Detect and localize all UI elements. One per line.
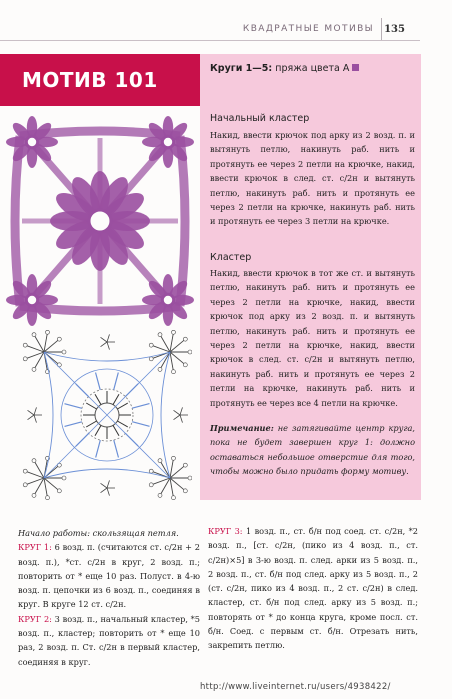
round2-text: 3 возд. п., начальный кластер, *5 возд. п., кластер; повторить от * еще 10 раз, 2 возд. п. Ст. с/2н в первый кластер, соединяя в круг. — [18, 613, 200, 667]
cluster-title: Кластер — [210, 252, 252, 263]
crochet-symbol-chart — [22, 330, 192, 500]
note-label: Примечание: — [210, 423, 274, 433]
motif-title: МОТИВ 101 — [22, 68, 158, 92]
color-swatch-icon — [352, 64, 359, 71]
source-url: http://www.liveinternet.ru/users/4938422/ — [200, 682, 391, 692]
round1-label: КРУГ 1: — [18, 542, 52, 553]
header-rule — [0, 40, 420, 41]
section-title: КВАДРАТНЫЕ МОТИВЫ — [242, 24, 374, 34]
round1-text: 6 возд. п. (считаются ст. с/2н + 2 возд. п.), *ст. с/2н в круг, 2 возд. п.; повторить от * еще 10 раз. Полуст. в 4-ю возд. п. цепочки из 6 возд. п., соединяя в круг. В круге 12 ст. с/2н. — [18, 542, 200, 610]
instructions-left-column — [18, 526, 200, 669]
start-instruction: Начало работы: скользящая петля. — [18, 528, 179, 538]
instructions-right-column — [208, 524, 418, 653]
round3-label: КРУГ 3: — [208, 526, 243, 536]
cluster-text: Накид, ввести крючок в тот же ст. и вытянуть петлю, накинуть раб. нить и протянуть ее через 2 петли на крючке, накид, ввести крючок под арку из 2 возд. п. и вытянуть петлю, накинуть раб. нить и протянуть ее через 2 петли на крючке, накид, ввести крючок в след. ст. с/2н и вытянуть петлю, накинуть раб. нить и протянуть ее через 2 петли на крючке, накинуть раб. нить и протянуть ее через все 4 петли на крючке. — [210, 268, 415, 408]
title-band — [0, 54, 200, 106]
note-text: не затягивайте центр круга, пока не будет завершен круг 1: должно оставаться небольшое отверстие для того, чтобы можно было придать форму мотиву. — [210, 423, 415, 477]
chart-symbols — [22, 330, 192, 500]
note — [210, 421, 415, 479]
rounds-yarn: пряжа цвета А — [272, 63, 350, 74]
crochet-motif-photo — [0, 106, 200, 326]
page-number: 135 — [381, 18, 407, 40]
running-header — [0, 18, 380, 40]
rounds-header — [210, 63, 359, 74]
start-cluster-text: Накид, ввести крючок под арку из 2 возд. п. и вытянуть петлю, накинуть раб. нить и протянуть ее через 2 петли на крючке, накид, ввести крючок в след. ст. с/2н и вытянуть петлю, накинуть раб. нить и протянуть ее через 2 петли на крючке, накинуть раб. нить и протянуть ее через 3 петли на крючке. — [210, 130, 415, 227]
round3-text: 1 возд. п., ст. б/н под соед. ст. с/2н, *2 возд. п., [ст. с/2н, (пико из 4 возд. п., ст. с/2н)×5] в 3-ю возд. п. след. арки из 5 возд. п., 2 возд. п., ст. б/н под след. арку из 5 возд. п., 2 (ст. с/2н, пико из 4 возд. п., 2 ст. с/2н) в след. кластер, ст. б/н под след. арку из 5 возд. п.; повторять от * до конца круга, кроме посл. ст. б/н. Соед. с первым ст. б/н. Отрезать нить, закрепить петлю. — [208, 526, 418, 651]
rounds-label: Круги 1—5: — [210, 63, 273, 74]
round2-label: КРУГ 2: — [18, 613, 52, 624]
motif-yarn-shape — [6, 116, 194, 326]
start-cluster-title: Начальный кластер — [210, 113, 310, 124]
